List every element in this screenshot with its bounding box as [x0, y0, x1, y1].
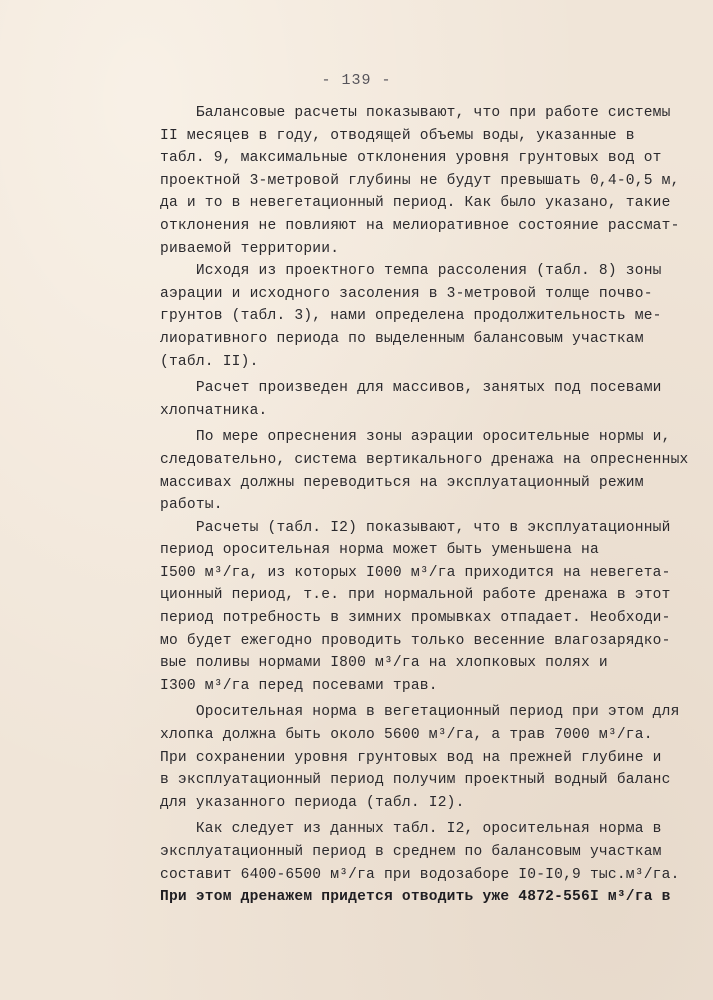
- text-line: массивах должны переводиться на эксплуатационный режим: [160, 474, 644, 491]
- text-line: следовательно, система вертикального дренажа на опресненных: [160, 451, 689, 468]
- page-number: - 139 -: [321, 72, 392, 89]
- text-line: отклонения не повлияют на мелиоративное состояние рассмат-: [160, 217, 680, 234]
- text-line: для указанного периода (табл. I2).: [160, 794, 465, 811]
- text-line: Балансовые расчеты показывают, что при работе системы: [160, 105, 671, 121]
- text-line: I500 м³/га, из которых I000 м³/га приходится на невегета-: [160, 564, 671, 581]
- text-line: хлопка должна быть около 5600 м³/га, а трав 7000 м³/га.: [160, 727, 653, 744]
- text-line: Расчет произведен для массивов, занятых под посевами: [160, 380, 662, 397]
- text-line: табл. 9, максимальные отклонения уровня грунтовых вод от: [160, 150, 662, 167]
- text-line: период потребность в зимних промывках отпадает. Необходи-: [160, 610, 671, 627]
- text-line: I300 м³/га перед посевами трав.: [160, 677, 438, 694]
- text-line: Исходя из проектного темпа рассоления (табл. 8) зоны: [160, 263, 662, 280]
- text-line: Как следует из данных табл. I2, оросительная норма в: [160, 821, 662, 838]
- text-line: проектной 3-метровой глубины не будут превышать 0,4-0,5 м,: [160, 172, 680, 189]
- text-line: Расчеты (табл. I2) показывают, что в эксплуатационный: [160, 519, 671, 536]
- text-line: грунтов (табл. 3), нами определена продолжительность ме-: [160, 308, 662, 325]
- text-line: При этом дренажем придется отводить уже 4872-556I м³/га в: [160, 889, 671, 906]
- body-text: [160, 102, 689, 909]
- text-line: хлопчатника.: [160, 402, 268, 419]
- text-line: Оросительная норма в вегетационный период при этом для: [160, 704, 680, 721]
- text-line: ционный период, т.е. при нормальной работе дренажа в этот: [160, 587, 671, 604]
- text-line: в эксплуатационный период получим проектный водный баланс: [160, 772, 671, 789]
- text-line: работы.: [160, 497, 223, 514]
- text-line: вые поливы нормами I800 м³/га на хлопковых полях и: [160, 655, 608, 672]
- text-line: эксплуатационный период в среднем по балансовым участкам: [160, 844, 662, 860]
- text-line: составит 6400-6500 м³/га при водозаборе I0-I0,9 тыс.м³/га.: [160, 866, 680, 883]
- text-line: (табл. II).: [160, 353, 259, 370]
- text-line: риваемой территории.: [160, 240, 340, 257]
- text-line: аэрации и исходного засоления в 3-метровой толще почво-: [160, 285, 653, 302]
- text-line: да и то в невегетационный период. Как было указано, такие: [160, 195, 671, 212]
- text-line: период оросительная норма может быть уменьшена на: [160, 542, 599, 559]
- text-line: лиоративного периода по выделенным балансовым участкам: [160, 330, 644, 347]
- text-line: При сохранении уровня грунтовых вод на прежней глубине и: [160, 749, 662, 766]
- text-line: II месяцев в году, отводящей объемы воды, указанные в: [160, 127, 635, 144]
- text-line: мо будет ежегодно проводить только весенние влагозарядко-: [160, 632, 671, 649]
- text-line: По мере опреснения зоны аэрации оросительные нормы и,: [160, 429, 671, 446]
